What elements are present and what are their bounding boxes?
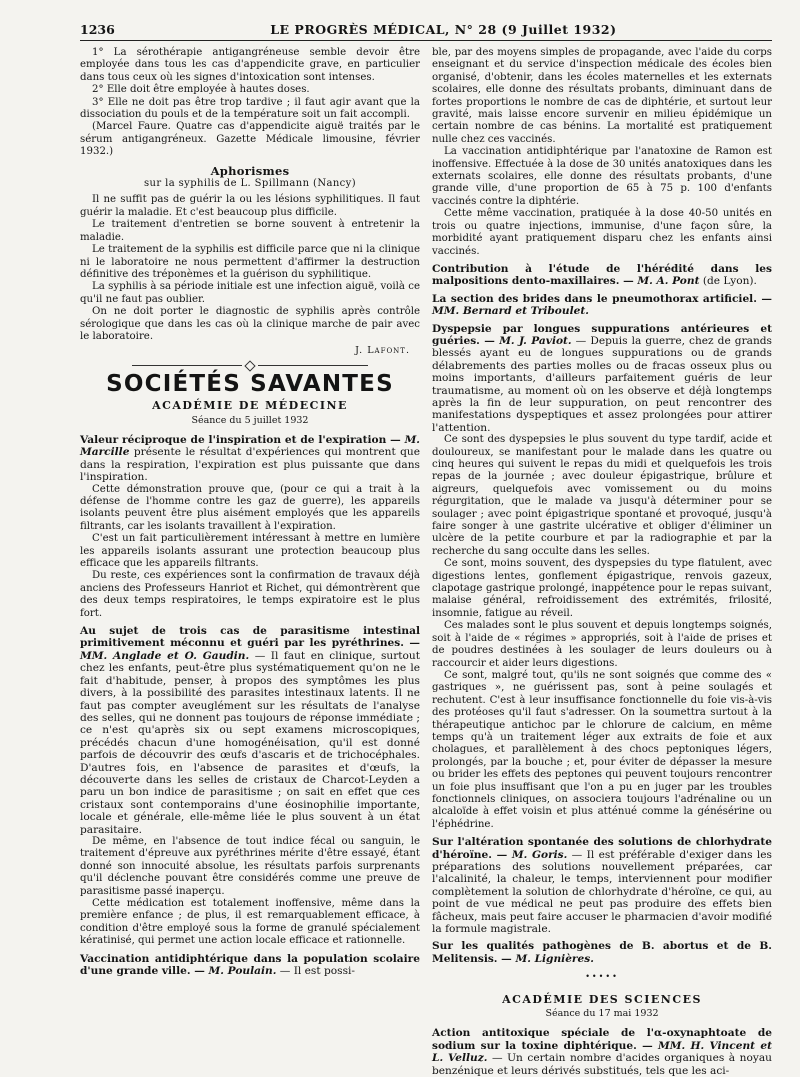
intro-paragraph: 2° Elle doit être employée à hautes doses. — [92, 84, 310, 96]
right-column — [432, 47, 772, 1077]
article — [432, 293, 772, 318]
article-title: Au sujet de trois cas de parasitisme intestinal primitivement méconnu et guéri par les pyréthrines. — — [80, 625, 420, 650]
article-author: MM. Anglade et O. Gaudin. — [80, 649, 250, 662]
article-author: M. A. Pont — [637, 275, 700, 288]
article-author: M. J. Paviot. — [499, 334, 572, 347]
article-author: M. Marcille — [80, 433, 420, 459]
article-paragraph: Ces malades sont le plus souvent et depuis longtemps soignés, soit à l'aide de « régimes » appropriés, soit à l'aide de prises et de poudres destinées à les soulager de leurs douleurs ou à raccourcir et aider leurs digestions. — [432, 620, 772, 669]
aphorisme-paragraph: Il ne suffit pas de guérir la ou les lésions syphilitiques. Il faut guérir la maladie. Et c'est beaucoup plus difficile. — [80, 194, 420, 218]
intro-paragraph: 3° Elle ne doit pas être trop tardive ; il faut agir avant que la dissociation du pouls et de la température soit un fait accompli. — [80, 96, 420, 121]
article-paragraph: Cette médication est totalement inoffensive, même dans la première enfance ; de plus, il est remarquablement efficace, à condition d'être employé sous la forme de granulé spécialement kératinisé, qui permet une action locale efficace et rationnelle. — [80, 898, 420, 947]
article — [80, 434, 420, 620]
article-author: M. Poulain. — [208, 965, 277, 978]
article-text: — Il faut en clinique, surtout chez les enfants, peut-être plus systématiquement qu'on ne le fait d'habitude, penser, à propos des symptômes les plus divers, à la possibilité des parasites intestinaux latents. Il ne faut pas compter aveuglément sur les résultats de l'analyse des selles, qui ne donnent pas toujours de réponse immédiate ; ce n'est qu'après six ou sept examens microscopiques, précédés chacun d'une homogénéisation, qu'il est donné parfois de découvrir des œufs d'ascaris et de trichocéphales. D'autres fois, en l'absence de parasites et d'œufs, la découverte dans les selles de cristaux de Charcot-Leyden a paru un bon indice de parasitisme ; on sait en effet que ces cristaux sont contemporains d'une éosinophilie importante, locale et générale, elle-même liée le plus souvent à un état parasitaire. — [80, 649, 421, 836]
article — [80, 625, 420, 948]
article-paragraph: Cette démonstration prouve que, (pour ce qui a trait à la défense de l'homme contre les gaz de guerre), les appareils isolants peuvent être plus aisément employés que les appareils filtrants, car les isolants travaillent à l'expiration. — [80, 483, 420, 532]
article-author: MM. H. Vincent et L. Velluz. — [432, 1039, 772, 1065]
divider-ornament — [80, 362, 420, 370]
article — [432, 836, 772, 935]
article-author: MM. Bernard et Triboulet. — [432, 305, 589, 318]
article-text: présente le résultat d'expériences qui montrent que dans la respiration, l'expiration est plus puissante que dans l'inspiration. — [80, 446, 420, 484]
article-paragraph: C'est un fait particulièrement intéressant à mettre en lumière les appareils isolants assurant une protection beaucoup plus efficace que les appareils filtrants. — [80, 533, 420, 570]
article — [432, 263, 772, 288]
intro-paragraph: (Marcel Faure. Quatre cas d'appendicite aiguë traités par le sérum antigangréneux. Gazette Médicale limousine, février 1932.) — [80, 121, 420, 158]
left-column — [80, 47, 420, 1077]
article-title: Action antitoxique spéciale de l'α-oxynaphtoate de sodium sur la toxine diphtérique. — — [432, 1027, 772, 1052]
article-text: — Il est possi- — [276, 965, 355, 978]
article-paragraph: Ce sont des dyspepsies le plus souvent du type tardif, acide et douloureux, se manifestant pour le malade dans les quatre ou cinq heures qui suivent le repas du midi et quelquefois les trois repas de la journée ; avec douleur épigastrique, brûlure et aigreurs, quelquefois avec vomissement ou du moins régurgitation, que le malade va jusqu'à déterminer pour se soulager ; avec point épigastrique spontané et provoqué, jusqu'à faire songer à une gastrite ulcérative et obliger d'éliminer un ulcère de la petite courbure et par la radiographie et par la recherche du sang occulte dans les selles. — [432, 434, 772, 557]
article-title: La section des brides dans le pneumothorax artificiel. — — [432, 292, 772, 305]
signature: J. Lafont. — [355, 345, 410, 357]
intro-paragraph: 1° La sérothérapie antigangréneuse semble devoir être employée dans tous les cas d'appendicite grave, en particulier dans tous ceux où les signes d'intoxication sont intenses. — [80, 47, 420, 83]
article-text: — Depuis la guerre, chez de grands blessés ayant eu de longues suppurations ou de grands délabrements des parties molles ou de fracas osseux plus ou moins importants, d'ailleurs parfaitement guéris de leur traumatisme, au moment où on les observe et déjà longtemps après la fin de leur suppuration, on peut rencontrer des manifestations dyspeptiques et assez prolongées pour attirer l'attention. — [432, 334, 772, 434]
page-number: 1236 — [80, 22, 115, 37]
societes-savantes-title: SOCIÉTÉS SAVANTES — [106, 370, 394, 397]
article — [432, 1027, 772, 1077]
aphorismes-title: Aphorismes — [210, 163, 290, 178]
article-text: (de Lyon). — [699, 275, 757, 288]
aphorisme-paragraph: Le traitement d'entretien se borne souvent à entretenir la maladie. — [80, 219, 420, 243]
aphorisme-paragraph: On ne doit porter le diagnostic de syphilis après contrôle sérologique que dans les cas où la clinique marche de pair avec le laboratoire. — [80, 306, 420, 342]
seance-date: Séance du 17 mai 1932 — [545, 1008, 659, 1020]
article-paragraph: Ce sont, moins souvent, des dyspepsies du type flatulent, avec digestions lentes, gonflement épigastrique, renvois gazeux, clapotage gastrique prolongé, inappétence pour le repas suivant, malaise général, refroidissement des extrémités, frilosité, insomnie, fatigue au réveil. — [432, 558, 772, 619]
page-header — [80, 22, 772, 41]
section-divider-dots: ••••• — [585, 972, 619, 982]
article-title: Contribution à l'étude de l'hérédité dans les malpositions dento-maxillaires. — — [432, 262, 772, 288]
article-title: Valeur réciproque de l'inspiration et de l'expiration — — [80, 433, 401, 446]
journal-title: LE PROGRÈS MÉDICAL, N° 28 (9 Juillet 1932) — [270, 22, 617, 37]
article-author: M. Lignières. — [515, 952, 594, 965]
academie-sciences-title: ACADÉMIE DES SCIENCES — [502, 992, 702, 1006]
article — [432, 323, 772, 832]
article — [80, 953, 420, 978]
academie-medecine-title: ACADÉMIE DE MÉDECINE — [152, 399, 348, 413]
article-paragraph: Ce sont, malgré tout, qu'ils ne sont soignés que comme des « gastriques », ne guérissent pas, sont à peine soulagés et rechutent. C'est à leur insuffisance fonctionnelle du foie vis-à-vis des protéoses qu'il faut s'adresser. On la soumettra surtout à la thérapeutique antichoc par le chlorure de calcium, en même temps qu'à un traitement léger aux extraits de foie et aux cholagues, et parallèlement à des chocs peptoniques légers, prolongés, par la bouche ; et, pour éviter de dépasser la mesure ou brider les effets des peptones qui peuvent toujours rencontrer un foie plus insuffisant que l'on a pu en juger par les troubles fonctionnels cliniques, on associera toujours l'adrénaline ou un alcaloïde à effet voisin et plus atténué comme la génésérine ou l'éphédrine. — [432, 669, 772, 830]
aphorismes-subtitle: sur la syphilis de L. Spillmann (Nancy) — [143, 178, 357, 190]
seance-date: Séance du 5 juillet 1932 — [191, 414, 309, 426]
article-paragraph: De même, en l'absence de tout indice fécal ou sanguin, le traitement d'épreuve aux pyréthrines mérite d'être essayé, étant donné son innocuité absolue, les résultats parfois surprenants qu'il déclenche pouvant être considérés comme une preuve de parasitisme passé inaperçu. — [80, 835, 420, 897]
article-author: M. Goris. — [511, 848, 568, 861]
article-title: Dyspepsie par longues suppurations antérieures et guéries. — — [432, 322, 772, 347]
article-title: Sur l'altération spontanée des solutions de chlorhydrate d'héroïne. — — [432, 836, 772, 861]
aphorisme-paragraph: Le traitement de la syphilis est difficile parce que ni la clinique ni le laboratoire ne nous permettent d'affirmer la destruction définitive des tréponèmes et la guérison du syphilitique. — [80, 244, 420, 280]
article-title: Sur les qualités pathogènes de B. abortus et de B. Melitensis. — — [432, 940, 772, 965]
aphorisme-paragraph: La syphilis à sa période initiale est une infection aiguë, voilà ce qu'il ne faut pas oublier. — [80, 281, 420, 305]
continuation-paragraph: Cette même vaccination, pratiquée à la dose 40-50 unités en trois ou quatre injections, immunise, d'une façon sûre, la morbidité ayant pratiquement disparu chez les enfants ainsi vaccinés. — [432, 208, 772, 257]
continuation-paragraph: ble, par des moyens simples de propagande, avec l'aide du corps enseignant et du service d'inspection médicale des écoles bien organisé, d'obtenir, dans les écoles maternelles et les externats scolaires, elle donne des résultats probants, diminuant dans de fortes proportions le nombre de cas de diphtérie, et surtout leur gravité, mais laisse encore survenir en milieu épidémique un certain nombre de cas bénins. La mortalité est pratiquement nulle chez ces vaccinés. — [432, 47, 772, 145]
continuation-paragraph: La vaccination antidiphtérique par l'anatoxine de Ramon est inoffensive. Effectuée à la dose de 30 unités anatoxiques dans les externats scolaires, elle donne des résultats probants, d'une grande ville, d'une proportion de 65 à 75 p. 100 d'enfants vaccinés contre la diphtérie. — [432, 146, 772, 207]
article-text: — Un certain nombre d'acides organiques à noyau benzénique et leurs dérivés substitués, tels que les aci- — [432, 1052, 772, 1077]
article — [432, 940, 772, 965]
article-text: — Il est préférable d'exiger dans les préparations des solutions nouvellement préparées, car l'alcalinité, la chaleur, le temps, interviennent pour modifier complètement la solution de chlorhydrate d'héroïne, ce qui, au point de vue médical ne peut pas produire des effets bien fâcheux, mais peut faire accuser le pharmacien d'avoir modifié la formule magistrale. — [432, 848, 772, 936]
article-title: Vaccination antidiphtérique dans la population scolaire d'une grande ville. — — [80, 952, 420, 978]
article-paragraph: Du reste, ces expériences sont la confirmation de travaux déjà anciens des Professeurs Hanriot et Richet, qui démontrèrent que des deux temps respiratoires, le temps expiratoire est le plus fort. — [80, 570, 420, 619]
